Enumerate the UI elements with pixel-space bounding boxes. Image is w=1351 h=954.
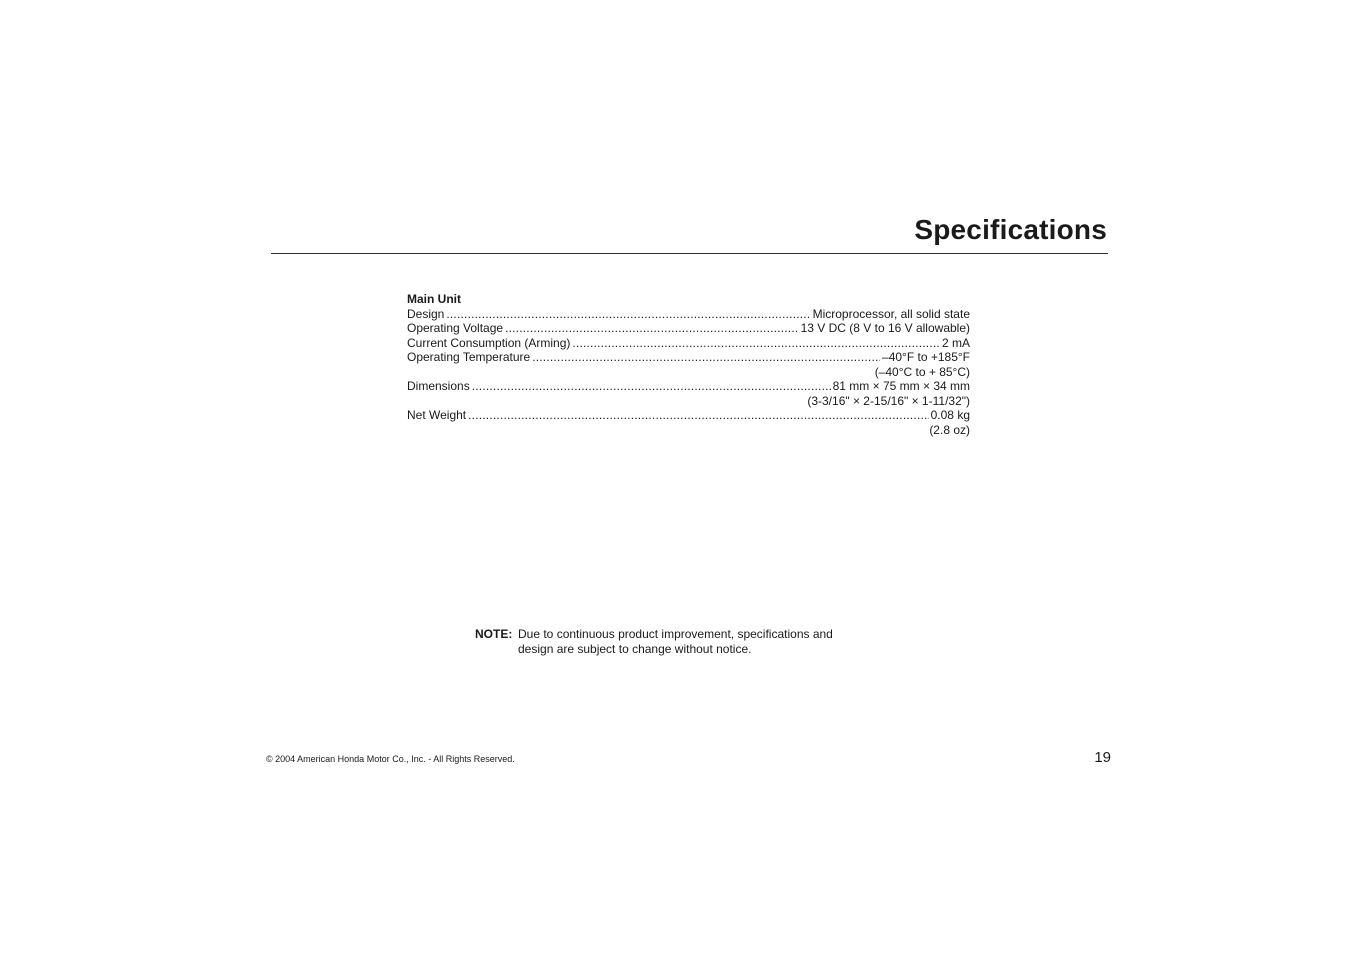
spec-label: Design	[407, 306, 445, 321]
page-title: Specifications	[914, 214, 1107, 245]
spec-label: Operating Temperature	[407, 350, 531, 364]
dot-leader	[532, 350, 880, 365]
spec-value: 13 V DC (8 V to 16 V allowable)	[800, 321, 970, 335]
dot-leader	[472, 379, 831, 394]
spec-value-secondary: (–40°C to + 85°C)	[874, 364, 970, 379]
specifications-table	[407, 292, 970, 437]
spec-label: Operating Voltage	[407, 321, 504, 335]
dot-leader	[572, 336, 940, 351]
spec-value: Microprocessor, all solid state	[812, 306, 970, 321]
section-heading: Main Unit	[407, 292, 461, 306]
spec-label: Current Consumption (Arming)	[407, 335, 571, 350]
note-text-1: Due to continuous product improvement, specifications and	[518, 627, 833, 641]
note-line-1	[475, 627, 875, 642]
spec-value: 81 mm × 75 mm × 34 mm	[832, 379, 970, 393]
dot-leader	[446, 307, 810, 322]
note-label: NOTE:	[475, 627, 513, 641]
dot-leader	[468, 408, 928, 423]
note-block	[475, 627, 875, 656]
note-text-2: design are subject to change without notice.	[518, 641, 752, 656]
spec-row-dimensions	[407, 379, 970, 394]
spec-row-design	[407, 307, 970, 322]
spec-label: Dimensions	[407, 379, 470, 393]
title-divider	[271, 253, 1108, 254]
spec-value-secondary: (2.8 oz)	[929, 422, 970, 437]
spec-value-secondary: (3-3/16" × 2-15/16" × 1-11/32")	[807, 393, 970, 408]
spec-row-operating-temperature	[407, 350, 970, 365]
page-number: 19	[1094, 749, 1111, 766]
spec-value: 2 mA	[941, 335, 970, 350]
spec-value: 0.08 kg	[930, 408, 970, 422]
spec-row-current-consumption	[407, 336, 970, 351]
spec-row-operating-voltage	[407, 321, 970, 336]
copyright-notice: © 2004 American Honda Motor Co., Inc. - All Rights Reserved.	[266, 754, 515, 764]
dot-leader	[505, 321, 799, 336]
spec-row-net-weight	[407, 408, 970, 423]
spec-label: Net Weight	[407, 408, 467, 422]
spec-value: –40°F to +185°F	[882, 350, 970, 364]
